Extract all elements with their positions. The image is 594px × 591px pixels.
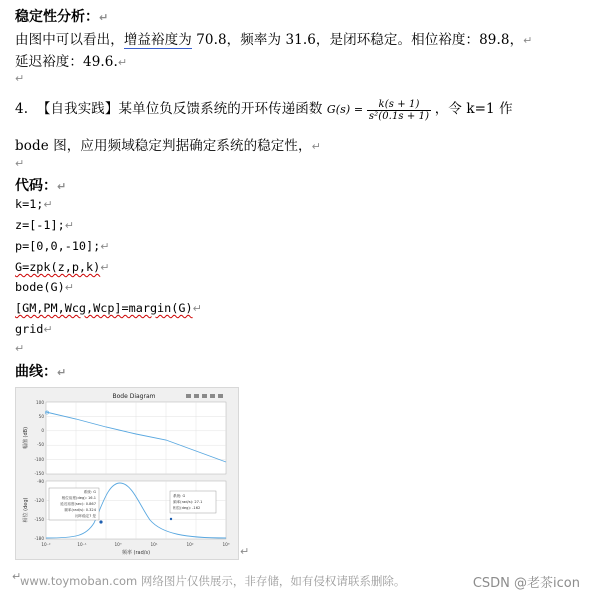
svg-text:-100: -100 <box>34 457 44 462</box>
phase-ylabel: 相位 (deg) <box>23 497 29 523</box>
x-axis-label: 频率 (rad/s) <box>121 550 151 556</box>
code-line: grid↵ <box>15 322 53 336</box>
code-heading: 代码：↵ <box>15 178 67 194</box>
svg-text:50: 50 <box>38 414 44 419</box>
datatip-left <box>49 488 99 520</box>
phase-point-marker <box>170 518 172 520</box>
magnitude-ylabel: 幅值 (dB) <box>23 426 29 450</box>
svg-text:10⁻²: 10⁻² <box>41 542 51 547</box>
analysis-line-1: 由图中可以看出，增益裕度为 70.8，频率为 31.6，是闭环稳定。相位裕度：89.8，↵ <box>15 32 533 48</box>
svg-text:频率(rad/s): 0.324: 频率(rad/s): 0.324 <box>64 508 96 512</box>
svg-text:频率(rad/s): 27.1: 频率(rad/s): 27.1 <box>173 500 203 504</box>
code-line: k=1;↵ <box>15 197 53 211</box>
code-line: z=[-1];↵ <box>15 218 74 232</box>
transfer-function: G(s) = $\frac{k(s + 1)}{\text{s²(0.1s + 1)}}$ <box>326 98 430 122</box>
bode-plot-figure <box>15 387 239 560</box>
datatip-right <box>170 491 216 513</box>
return-mark: ↵ <box>240 545 250 558</box>
task-4-line-1: 4. 【自我实践】某单位负反馈系统的开环传递函数 G(s) = $\frac{k(s + 1)}{\text{s²(0.1s + 1)}}$ ，令 k=1 作 <box>15 98 513 122</box>
svg-text:系统: G: 系统: G <box>83 490 96 494</box>
svg-text:10³: 10³ <box>222 542 230 547</box>
svg-text:-150: -150 <box>34 471 44 476</box>
svg-text:10²: 10² <box>186 542 194 547</box>
svg-text:延迟裕度(sec): 0.867: 延迟裕度(sec): 0.867 <box>60 502 96 506</box>
analysis-line-2: 延迟裕度：49.6.↵ <box>15 54 128 70</box>
csdn-watermark: CSDN @老茶icon <box>472 576 580 591</box>
code-line: bode(G)↵ <box>15 280 74 294</box>
svg-text:-150: -150 <box>34 517 44 522</box>
empty-paragraph: ↵ <box>15 157 25 170</box>
task-4-line-2: bode 图，应用频域稳定判据确定系统的稳定性，↵ <box>15 138 321 154</box>
figure-title: Bode Diagram <box>112 393 156 400</box>
svg-text:-50: -50 <box>37 442 44 447</box>
code-line: G=zpk(z,p,k)↵ <box>15 260 110 274</box>
svg-text:-90: -90 <box>37 479 44 484</box>
code-line: [GM,PM,Wcg,Wcp]=margin(G)↵ <box>15 301 202 315</box>
stability-heading: 稳定性分析：↵ <box>15 9 109 25</box>
svg-text:0: 0 <box>41 428 44 433</box>
svg-text:相位(deg): -162: 相位(deg): -162 <box>173 506 201 510</box>
svg-text:10⁻¹: 10⁻¹ <box>77 542 87 547</box>
svg-text:闭环稳定? 是: 闭环稳定? 是 <box>74 514 96 518</box>
code-line: p=[0,0,-10];↵ <box>15 239 110 253</box>
svg-text:100: 100 <box>36 400 44 405</box>
svg-text:系统: G: 系统: G <box>173 494 186 498</box>
svg-text:10¹: 10¹ <box>150 542 158 547</box>
footer-watermark: ↵ www.toymoban.com 网络图片仅供展示，非存储，如有侵权请联系删除。 <box>12 570 406 588</box>
svg-text:-180: -180 <box>34 536 44 541</box>
curve-heading: 曲线：↵ <box>15 364 67 380</box>
phase-margin-marker <box>99 520 102 523</box>
svg-text:-120: -120 <box>34 498 44 503</box>
svg-text:相位裕度(deg): 16.1: 相位裕度(deg): 16.1 <box>61 496 96 500</box>
svg-text:10⁰: 10⁰ <box>114 542 122 547</box>
empty-paragraph: ↵ <box>15 342 25 355</box>
empty-paragraph: ↵ <box>15 72 25 85</box>
